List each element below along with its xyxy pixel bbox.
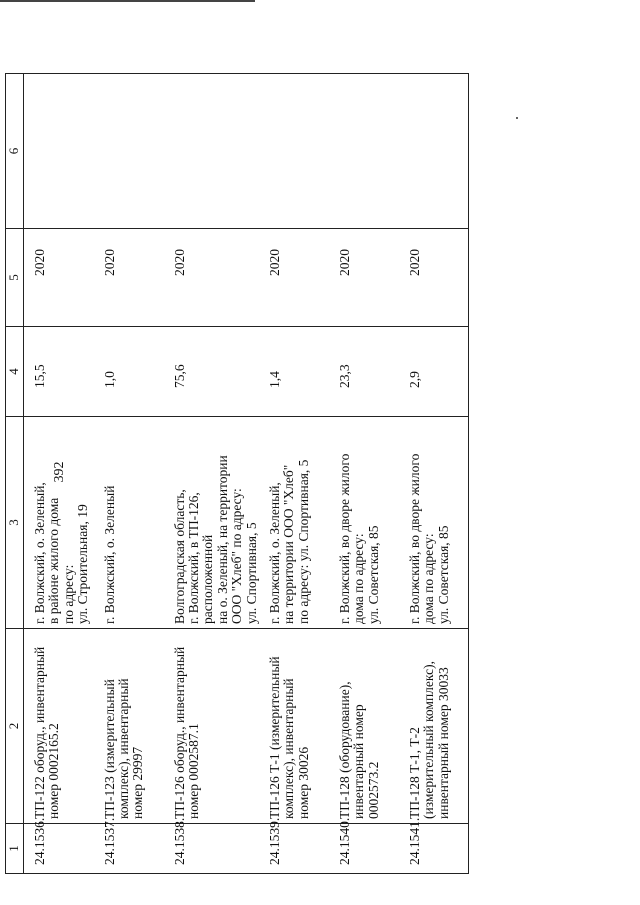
object-value: 23,3: [329, 327, 399, 417]
row-number: 24.1538.: [164, 824, 259, 874]
table-row: [94, 74, 164, 874]
object-address-line: г. Волжский, о. Зеленый,: [32, 482, 47, 624]
object-name: [399, 629, 469, 824]
object-year: 2020: [24, 229, 94, 327]
object-name-line: ТП-128 (оборудование),: [336, 681, 352, 819]
object-address-line: ул. Строительная, 19: [75, 504, 91, 624]
object-address-line: по адресу:: [60, 564, 76, 624]
table-row: [329, 74, 399, 874]
object-extra: [399, 74, 469, 229]
object-address-line: г. Волжский, в ТП-126,: [185, 492, 201, 624]
col-header-3: 3: [6, 417, 24, 629]
col-header-2: 2: [6, 629, 24, 824]
object-name-line: комплекс), инвентарный: [115, 678, 131, 819]
object-name-line: (измерительный комплекс),: [421, 661, 437, 819]
object-year: 2020: [259, 229, 329, 327]
object-name: [329, 629, 399, 824]
object-name-line: ТП-126 оборуд., инвентарный: [171, 646, 187, 819]
object-address-line: ул. Советская, 85: [435, 525, 451, 624]
object-name-line: инвентарный номер: [351, 704, 367, 819]
object-name-line: номер 29997: [130, 746, 146, 819]
object-name-line: инвентарный номер 30033: [435, 667, 451, 819]
header-row: [6, 74, 24, 874]
object-name-line: номер 30026: [295, 746, 311, 819]
object-value: 2,9: [399, 327, 469, 417]
object-address-line: г. Волжский, во дворе жилого: [336, 453, 352, 624]
object-address-line: Волгоградская область,: [171, 489, 187, 624]
object-name: [259, 629, 329, 824]
object-address: [94, 417, 164, 629]
object-value: 1,4: [259, 327, 329, 417]
col-header-5: 5: [6, 229, 24, 327]
col-header-6: 6: [6, 74, 24, 229]
object-value: 1,0: [94, 327, 164, 417]
table-row: [164, 74, 259, 874]
object-name-line: ТП-126 Т-1 (измерительный: [266, 656, 282, 819]
object-value: 15,5: [24, 327, 94, 417]
row-number: 24.1541.: [399, 824, 469, 874]
object-name: [94, 629, 164, 824]
object-extra: [259, 74, 329, 229]
object-name: [164, 629, 259, 824]
object-address-line: ул. Спортивная, 5: [243, 522, 259, 624]
object-address: [164, 417, 259, 629]
object-address: [399, 417, 469, 629]
top-rule: [0, 0, 255, 2]
table-row: [399, 74, 469, 874]
object-address-line: ООО "Хлеб" по адресу:: [229, 488, 245, 624]
col-header-4: 4: [6, 327, 24, 417]
object-address-line: г. Волжский, во дворе жилого: [406, 453, 422, 624]
object-year: 2020: [329, 229, 399, 327]
col-header-1: 1: [6, 824, 24, 874]
object-extra: [94, 74, 164, 229]
object-year: 2020: [399, 229, 469, 327]
row-number: 24.1539.: [259, 824, 329, 874]
inventory-table: [5, 73, 469, 874]
object-name-line: 0002573.2: [365, 761, 381, 819]
object-name: [24, 629, 94, 824]
row-number: 24.1540.: [329, 824, 399, 874]
object-name-line: ТП-123 (измерительный: [101, 679, 117, 819]
object-address-line: по адресу: ул. Спортивная, 5: [295, 459, 311, 624]
object-address-line: ул. Советская, 85: [365, 525, 381, 624]
table-row: [259, 74, 329, 874]
object-address-line: дома по адресу:: [421, 533, 437, 624]
page-number: 392: [52, 461, 67, 483]
object-address-line: расположенной: [200, 534, 216, 624]
object-value: 75,6: [164, 327, 259, 417]
object-name-line: комплекс), инвентарный: [281, 678, 297, 819]
object-address-line: г. Волжский, о. Зеленый: [101, 485, 117, 624]
row-number: 24.1537.: [94, 824, 164, 874]
object-extra: [329, 74, 399, 229]
object-name-line: номер 0002165.2: [46, 723, 62, 819]
table-row: [24, 74, 94, 874]
object-address-line: г. Волжский, о. Зеленый,: [266, 482, 282, 624]
object-year: 2020: [94, 229, 164, 327]
object-year: 2020: [164, 229, 259, 327]
rotated-table-wrapper: [5, 74, 605, 874]
object-name-line: ТП-122 оборуд., инвентарный: [32, 646, 47, 819]
object-address-line: на территории ООО "Хлеб": [281, 464, 297, 624]
object-address-line: на о. Зеленый, на территории: [214, 455, 230, 624]
object-address-line: дома по адресу:: [351, 533, 367, 624]
object-extra: [24, 74, 94, 229]
object-name-line: ТП-128 Т-1, Т-2: [406, 727, 422, 819]
object-address-line: в районе жилого дома: [46, 497, 62, 624]
object-extra: [164, 74, 259, 229]
row-number: 24.1536.: [24, 824, 94, 874]
object-name-line: номер 0002587.1: [185, 723, 201, 819]
object-address: [329, 417, 399, 629]
object-address: [259, 417, 329, 629]
object-address: [24, 417, 94, 629]
